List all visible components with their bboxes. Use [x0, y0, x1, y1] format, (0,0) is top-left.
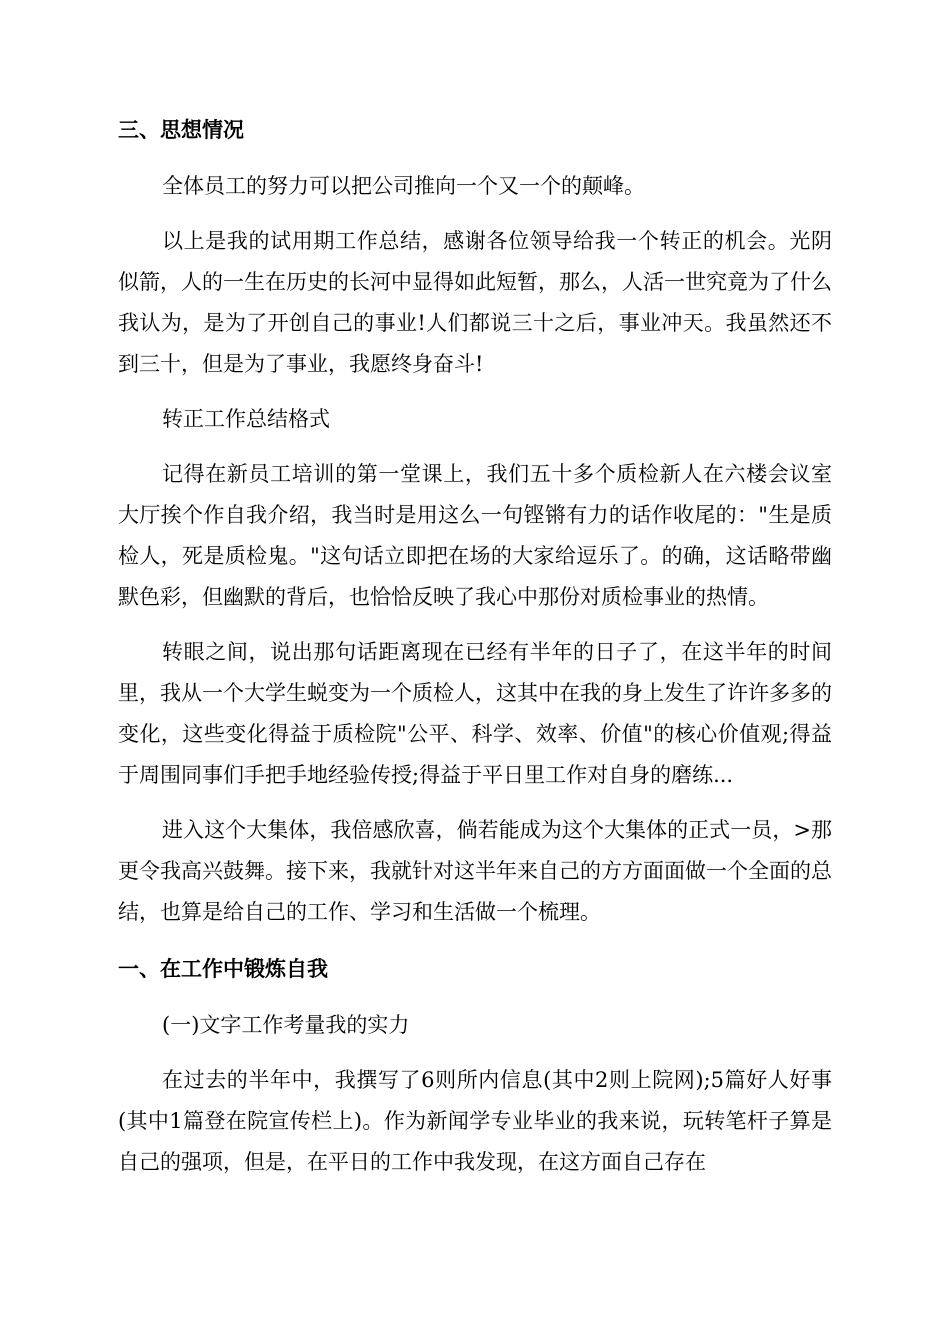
paragraph-subheading-writing: (一)文字工作考量我的实力	[162, 1013, 410, 1037]
section-heading-thoughts: 三、思想情况	[118, 118, 244, 142]
paragraph-staff-effort: 全体员工的努力可以把公司推向一个又一个的颠峰。	[162, 174, 645, 198]
paragraph-probation-summary: 以上是我的试用期工作总结，感谢各位领导给我一个转正的机会。光阴似箭，人的一生在历史的长河中显得如此短暂，那么，人活一世究竟为了什么我认为，是为了开创自己的事业!人们都说三十之后，事业冲天。我虽然还不到三十，但是为了事业，我愿终身奋斗!	[118, 229, 832, 376]
paragraph-join-collective: 进入这个大集体，我倍感欣喜，倘若能成为这个大集体的正式一员，>那更令我高兴鼓舞。接下来，我就针对这半年来自己的方方面面做一个全面的总结，也算是给自己的工作、学习和生活做一个梳理。	[118, 818, 832, 924]
section-heading-work: 一、在工作中锻炼自我	[118, 957, 328, 981]
paragraph-half-year: 转眼之间，说出那句话距离现在已经有半年的日子了，在这半年的时间里，我从一个大学生蜕变为一个质检人，这其中在我的身上发生了许许多多的变化，这些变化得益于质检院"公平、科学、效率、价值"的核心价值观;得益于周围同事们手把手地经验传授;得益于平日里工作对自身的磨练...	[118, 640, 832, 787]
document-body	[118, 108, 832, 1197]
paragraph-writing-work: 在过去的半年中，我撰写了6则所内信息(其中2则上院网);5篇好人好事(其中1篇登在院宣传栏上)。作为新闻学专业毕业的我来说，玩转笔杆子算是自己的强项，但是，在平日的工作中我发现，在这方面自己存在	[118, 1068, 832, 1174]
paragraph-format-title: 转正工作总结格式	[162, 407, 330, 431]
paragraph-training-memory: 记得在新员工培训的第一堂课上，我们五十多个质检新人在六楼会议室大厅挨个作自我介绍，我当时是用这么一句铿锵有力的话作收尾的："生是质检人，死是质检鬼。"这句话立即把在场的大家给逗乐了。的确，这话略带幽默色彩，但幽默的背后，也恰恰反映了我心中那份对质检事业的热情。	[118, 462, 832, 609]
